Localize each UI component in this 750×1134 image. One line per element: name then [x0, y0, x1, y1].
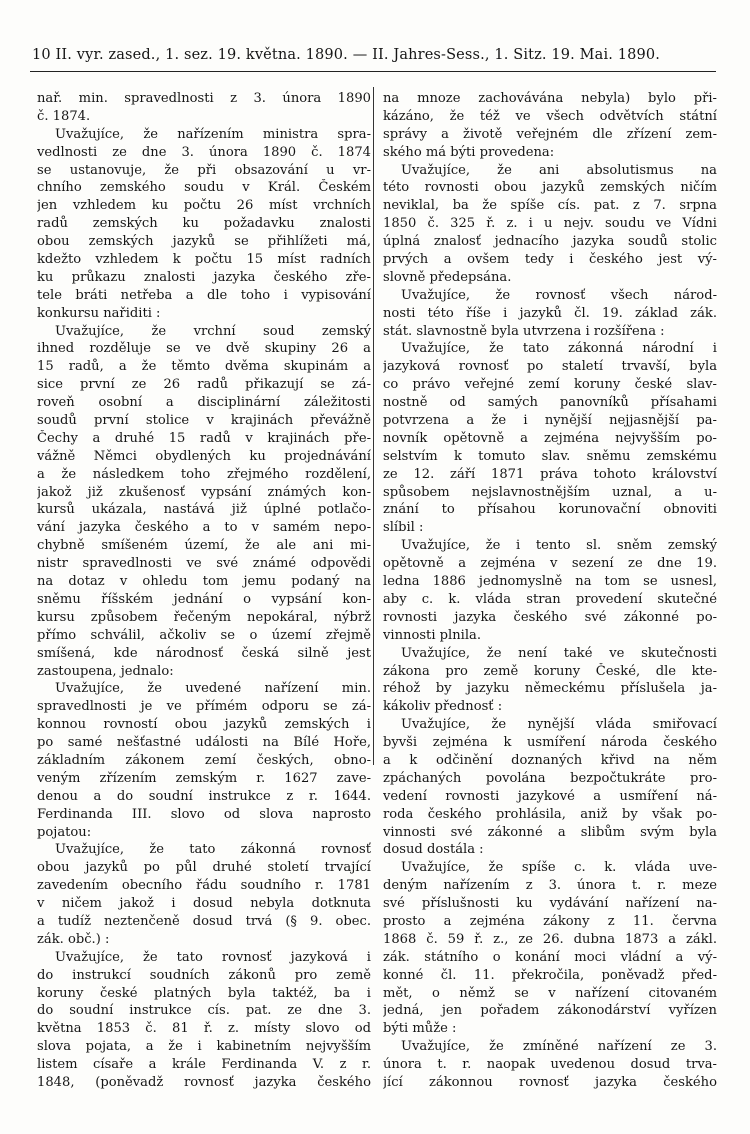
- text-line: jen vzhledem ku počtu 26 míst vrchních: [37, 198, 371, 214]
- text-line: Uvažujíce, že tato zákonná rovnosť: [55, 842, 371, 858]
- text-line: na mnoze zachovávána nebyla) bylo při-: [383, 91, 717, 106]
- text-line: ihned rozděluje se ve dvě skupiny 26 a: [37, 341, 371, 357]
- text-line: sněmu říšském jednání o vypsání kon-: [37, 591, 371, 607]
- text-line: Uvažujíce, že spíše c. k. vláda uve-: [401, 860, 717, 876]
- text-line: Uvažujíce, že i tento sl. sněm zemský: [401, 538, 717, 554]
- text-line: Uvažujíce, že rovnosť všech národ-: [401, 287, 717, 303]
- text-line: po samé nešťastné události na Bílé Hoře,: [37, 735, 371, 751]
- text-line: zpáchaných povolána bezpočtukráte pro-: [383, 770, 717, 786]
- text-line: roda českého prohlásila, aniž by však po-: [383, 806, 717, 822]
- text-line: Uvažujíce, že ani absolutismus na: [401, 162, 717, 178]
- text-line: přímo schválil, ačkoliv se o území zřejmě: [37, 627, 371, 643]
- text-line: stát. slavnostně byla utvrzena i rozšířena :: [383, 323, 665, 339]
- text-line: kdežto vzhledem k počtu 15 míst radních: [37, 252, 371, 268]
- left-column: [37, 90, 371, 1092]
- text-line: prvých a ovšem tedy i českého jest vý-: [383, 252, 717, 268]
- text-line: denou a do soudní instrukce z r. 1644.: [37, 788, 371, 804]
- text-line: Uvažujíce, že tato rovnosť jazyková i: [55, 949, 371, 965]
- text-line: v ničem jakož i dosud nebyla dotknuta: [37, 896, 371, 912]
- text-line: zák. obč.) :: [37, 931, 110, 947]
- text-line: koruny české platných byla taktéž, ba i: [37, 985, 371, 1001]
- text-line: a k odčinění doznaných křivd na něm: [383, 752, 717, 768]
- right-column: [383, 90, 717, 1092]
- text-line: chního zemského soudu v Král. Českém: [37, 180, 371, 196]
- text-line: konnou rovností obou jazyků zemských i: [37, 717, 371, 733]
- text-line: vedlnosti ze dne 3. února 1890 č. 1874: [37, 144, 371, 160]
- text-line: byvši zejména k usmíření národa českého: [383, 735, 717, 751]
- text-line: selstvím k tomuto slav. sněmu zemskému: [383, 448, 717, 464]
- text-line: neviklal, ba že spíše cís. pat. z 7. srpna: [383, 198, 717, 214]
- text-line: do soudní instrukce cís. pat. ze dne 3.: [37, 1003, 371, 1019]
- text-line: jazyková rovnosť po staletí trvavší, byla: [383, 359, 717, 375]
- text-line: potvrzena a že i nynější nejjasnější pa-: [383, 413, 717, 429]
- text-line: listem císaře a krále Ferdinanda V. z r.: [37, 1057, 371, 1073]
- text-line: Čechy a druhé 15 radů v krajinách pře-: [37, 430, 371, 446]
- text-line: vinnosti své zákonné a slibům svým byla: [383, 824, 717, 840]
- text-line: opětovně a zejména v sezení ze dne 19.: [383, 556, 717, 572]
- column-divider: [373, 87, 374, 765]
- text-line: obou zemských jazyků se přihlížeti má,: [37, 234, 371, 250]
- text-line: co právo veřejné zemí koruny české slav-: [383, 377, 717, 393]
- text-line: a že následkem toho zřejmého rozdělení,: [37, 466, 371, 482]
- text-line: 1868 č. 59 ř. z., ze 26. dubna 1873 a zákl.: [383, 931, 717, 947]
- text-line: úplná znalosť jednacího jazyka soudů stolic: [383, 234, 717, 250]
- text-line: býti může :: [383, 1021, 457, 1037]
- text-line: vedení rovnosti jazykové a usmíření ná-: [383, 788, 717, 804]
- text-line: mět, o němž se v nařízení citovaném: [383, 985, 717, 1001]
- text-line: konné čl. 11. překročila, poněvadž před-: [383, 967, 717, 983]
- text-line: slovně předepsána.: [383, 269, 512, 285]
- text-line: Ferdinanda III. slovo od slova naprosto: [37, 806, 371, 822]
- text-line: slova pojata, a že i kabinetním nejvyšším: [37, 1039, 371, 1055]
- text-line: kákoliv přednosť :: [383, 699, 503, 715]
- text-line: zák. státního o konání moci vládní a vý-: [383, 949, 717, 965]
- text-line: vážně Němci obydlených ku projednávání: [37, 448, 371, 464]
- text-line: Uvažujíce, že vrchní soud zemský: [55, 323, 371, 339]
- text-line: zavedením obecního řádu soudního r. 1781: [37, 878, 371, 894]
- text-line: své příslušnosti ku vydávání nařízení na-: [383, 896, 717, 912]
- text-line: novník opětovně a zejména nejvyšším po-: [383, 430, 717, 446]
- text-line: se ustanovuje, že při obsazování u vr-: [37, 162, 371, 178]
- text-line: veným zřízením zemským r. 1627 zave-: [37, 770, 371, 786]
- text-line: kursů ukázala, nastává již úplné potlačo-: [37, 502, 371, 518]
- text-line: prosto a zejména zákony z 11. června: [383, 913, 717, 929]
- text-line: ze 12. září 1871 práva tohoto království: [383, 466, 717, 482]
- text-line: Uvažujíce, že zmíněné nařízení ze 3.: [401, 1039, 717, 1055]
- text-line: ledna 1886 jednomyslně na tom se usnesl,: [383, 574, 717, 590]
- text-line: 1848, (poněvadž rovnosť jazyka českého: [37, 1074, 371, 1090]
- text-line: spůsobem nejslavnostnějším uznal, a u-: [383, 484, 717, 500]
- text-line: vání jazyka českého a to v samém nepo-: [37, 520, 371, 536]
- text-line: nosti této říše i jazyků čl. 19. základ zák.: [383, 305, 717, 321]
- text-line: května 1853 č. 81 ř. z. místy slovo od: [37, 1021, 371, 1037]
- text-line: roveň osobní a disciplinární záležitosti: [37, 395, 371, 411]
- text-line: vinnosti plnila.: [383, 627, 482, 643]
- text-line: 1850 č. 325 ř. z. i u nejv. soudu ve Vídni: [383, 216, 717, 232]
- text-line: chybně smíšeném území, že ale ani mi-: [37, 538, 371, 554]
- text-line: deným nařízením z 3. února t. r. meze: [383, 878, 717, 894]
- text-line: rovnosti jazyka českého své zákonné po-: [383, 609, 717, 625]
- text-line: Uvažujíce, že tato zákonná národní i: [401, 341, 717, 357]
- text-line: 15 radů, a že těmto dvěma skupinám a: [37, 359, 371, 375]
- text-line: Uvažujíce, že nynější vláda smiřovací: [401, 717, 717, 733]
- text-line: do instrukcí soudních zákonů pro země: [37, 967, 371, 983]
- text-line: ského má býti provedena:: [383, 144, 555, 160]
- text-line: radů zemských ku požadavku znalosti: [37, 216, 371, 232]
- text-line: sice první ze 26 radů přikazují se zá-: [37, 377, 371, 393]
- text-line: února t. r. naopak uvedenou dosud trva-: [383, 1057, 717, 1073]
- text-line: ku průkazu znalosti jazyka českého zře-: [37, 269, 371, 285]
- text-line: zastoupena, jednalo:: [37, 663, 174, 679]
- text-line: této rovnosti obou jazyků zemských ničím: [383, 180, 717, 196]
- text-line: kursu způsobem řečeným nepokáral, nýbrž: [37, 609, 371, 625]
- text-line: nistr spravedlnosti ve své známé odpovědi: [37, 556, 371, 572]
- text-line: jedná, jen pořadem zákonodárství vyřízen: [383, 1003, 717, 1019]
- text-line: obou jazyků po půl druhé století trvající: [37, 860, 371, 876]
- text-line: nostně od samých panovníků přísahami: [383, 395, 717, 411]
- running-header: 10 II. vyr. zased., 1. sez. 19. května. 1890. — II. Jahres-Sess., 1. Sitz. 19. Mai. 1890.: [32, 47, 661, 63]
- text-line: smíšená, kde národnosť česká silně jest: [37, 645, 371, 661]
- text-line: slíbil :: [383, 520, 424, 536]
- text-line: Uvažujíce, že uvedené nařízení min.: [55, 681, 371, 697]
- text-line: aby c. k. vláda stran provedení skutečné: [383, 591, 717, 607]
- text-line: soudů první stolice v krajinách převážně: [37, 413, 371, 429]
- text-line: jakož již zkušenosť vypsání známých kon-: [37, 484, 371, 500]
- text-line: správy a životě veřejném dle zřízení zem-: [383, 126, 717, 142]
- header-rule: [30, 71, 716, 72]
- text-line: tele bráti netřeba a dle toho i vypisování: [37, 287, 371, 303]
- text-line: na dotaz v ohledu tom jemu podaný na: [37, 574, 371, 590]
- text-line: pojatou:: [37, 824, 92, 840]
- text-line: spravedlnosti je ve přímém odporu se zá-: [37, 699, 371, 715]
- text-line: konkursu nařiditi :: [37, 305, 161, 321]
- text-line: základním zákonem zemí českých, obno-: [37, 752, 371, 768]
- text-line: kázáno, že též ve všech odvětvích státní: [383, 108, 717, 124]
- text-line: dosud dostála :: [383, 842, 484, 858]
- text-line: jící zákonnou rovnosť jazyka českého: [383, 1074, 717, 1090]
- text-line: réhož by jazyku německému příslušela ja-: [383, 681, 717, 697]
- text-line: Uvažujíce, že není také ve skutečnosti: [401, 645, 717, 661]
- text-line: a tudíž neztenčeně dosud trvá (§ 9. obec.: [37, 913, 371, 929]
- text-line: Uvažujíce, že nařízením ministra spra-: [55, 126, 371, 142]
- text-line: znání to přísahou korunovační obnoviti: [383, 502, 717, 518]
- text-line: zákona pro země koruny České, dle kte-: [383, 663, 717, 679]
- text-line: č. 1874.: [37, 108, 91, 124]
- text-line: nař. min. spravedlnosti z 3. února 1890: [37, 91, 371, 106]
